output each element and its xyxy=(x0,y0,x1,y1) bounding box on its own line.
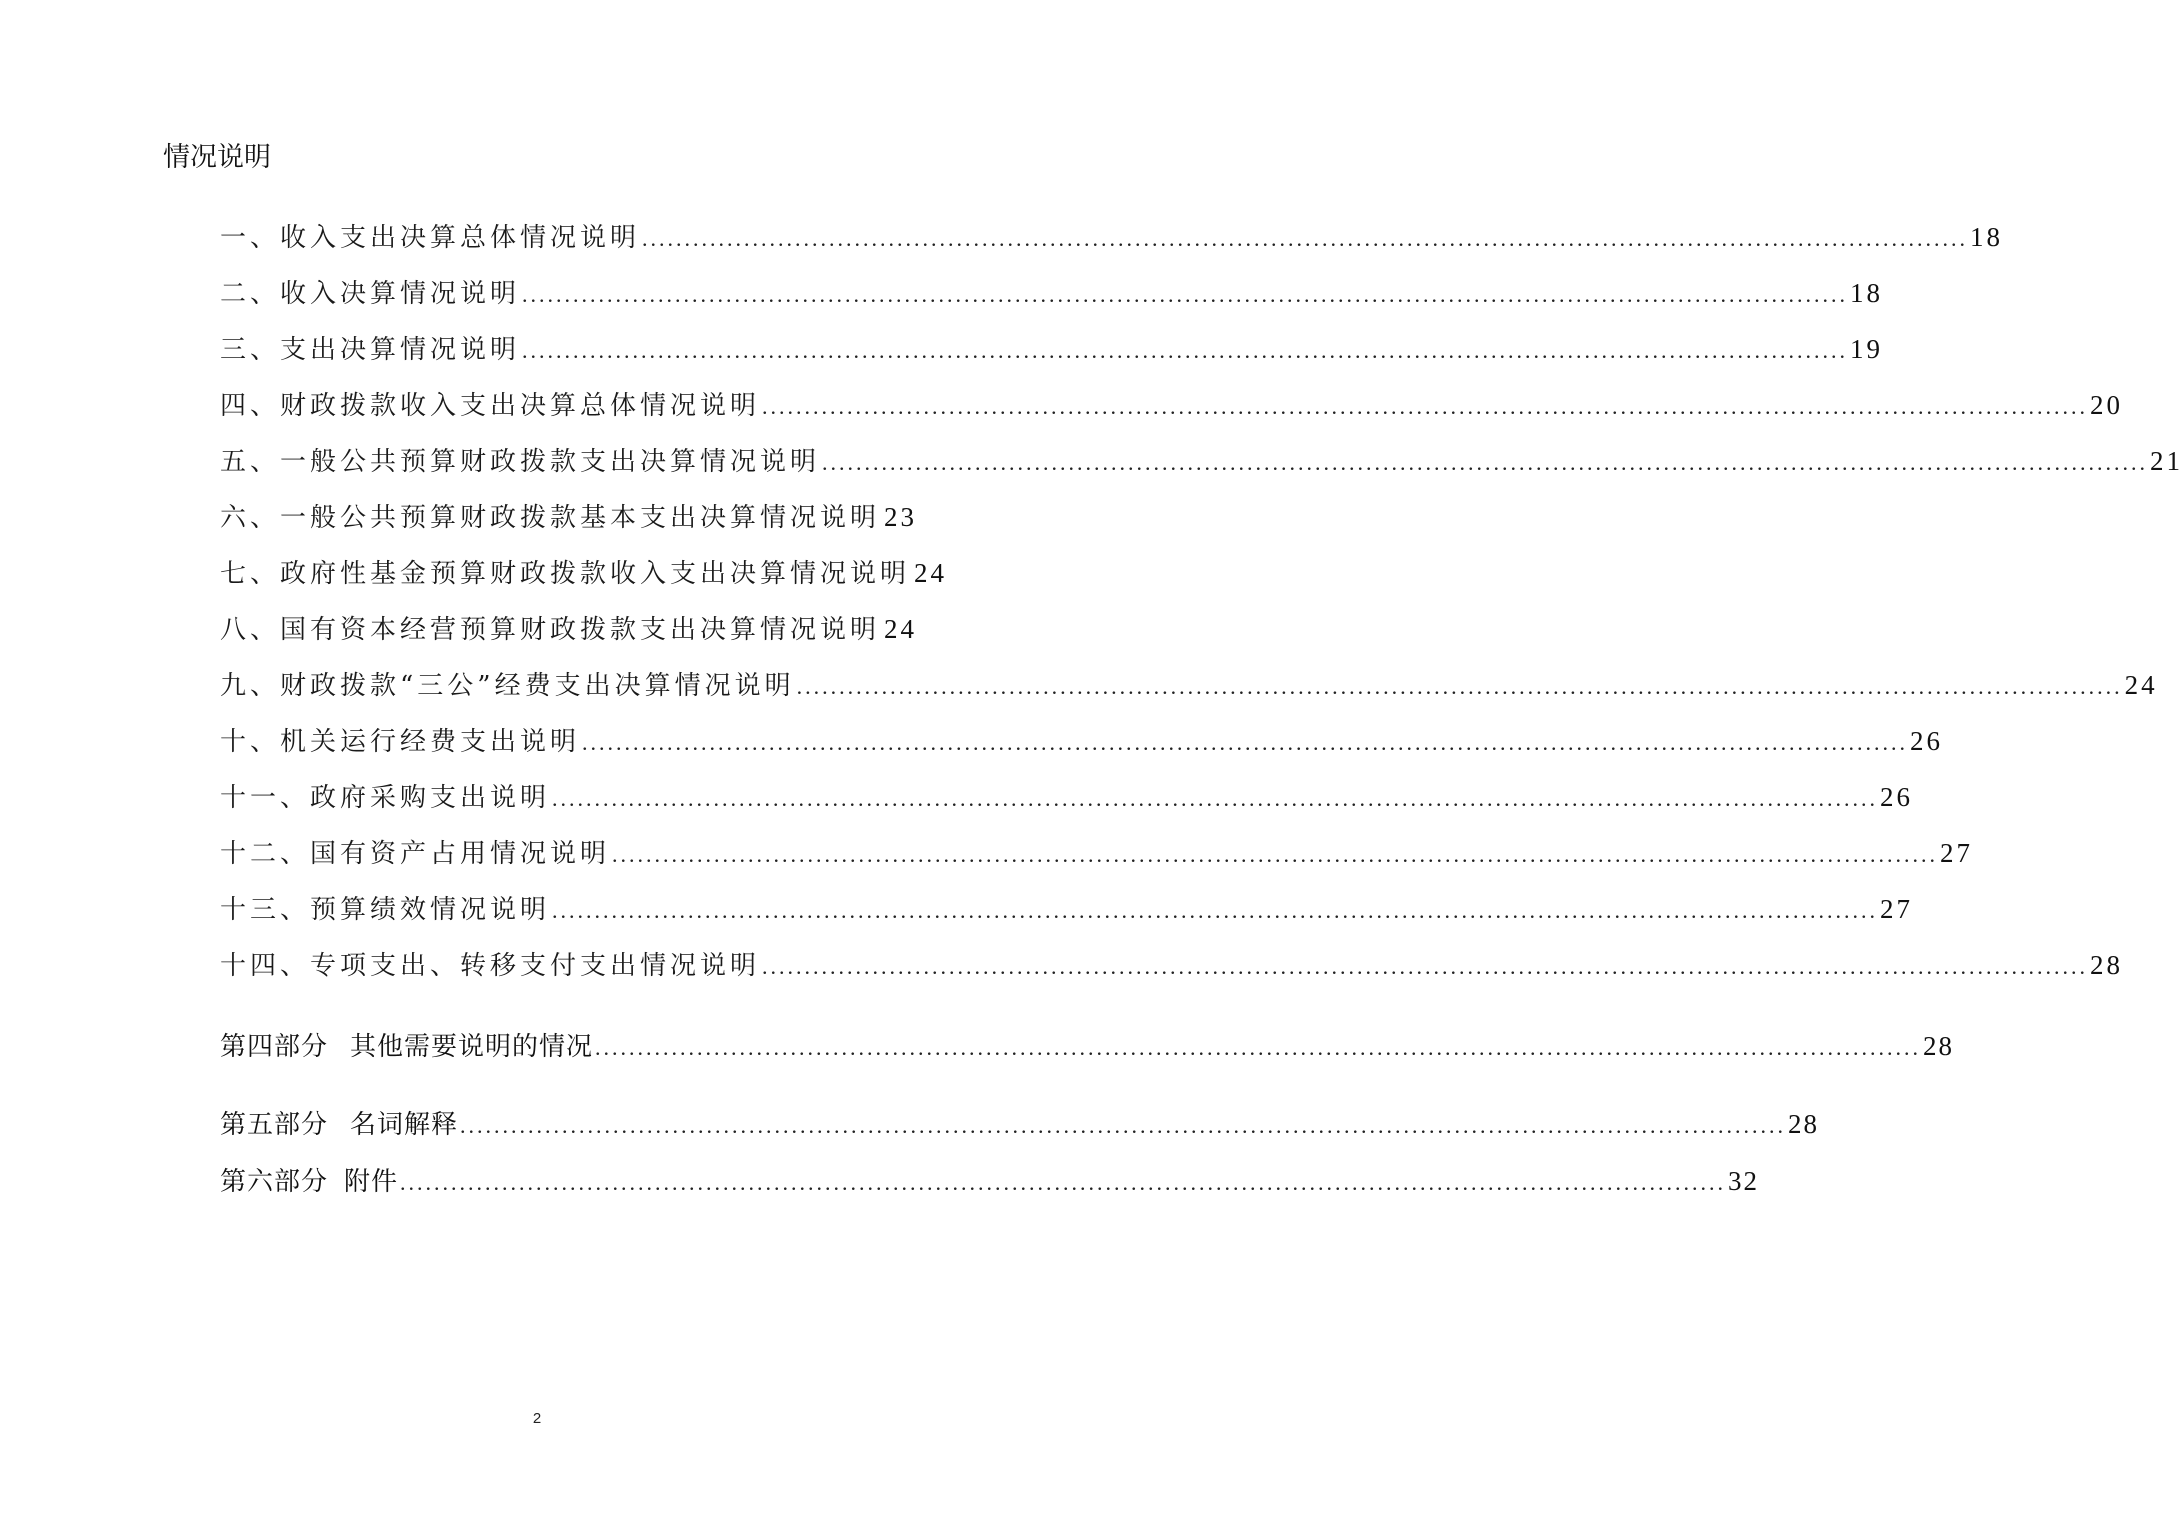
toc-leader-dots xyxy=(762,387,2088,427)
toc-entry-page: 24 xyxy=(914,558,948,588)
toc-leader-dots xyxy=(822,443,2148,483)
toc-entry[interactable] xyxy=(220,385,2124,425)
toc-entry-page: 27 xyxy=(1880,894,1914,924)
toc-part-name: 其他需要说明的情况 xyxy=(350,1032,594,1062)
toc-entry-page: 26 xyxy=(1880,782,1914,812)
toc-entry-title: 十、机关运行经费支出说明 xyxy=(220,727,581,757)
toc-entry-title: 三、支出决算情况说明 xyxy=(220,335,521,365)
toc-entry-title: 八、国有资本经营预算财政拨款支出决算情况说明 xyxy=(220,615,881,645)
toc-entry[interactable] xyxy=(220,721,1944,761)
toc-part-title xyxy=(220,1027,593,1067)
toc-leader-dots xyxy=(460,1106,1786,1146)
toc-entry-page: 18 xyxy=(1970,222,2004,252)
toc-entry-page: 23 xyxy=(884,502,918,532)
toc-entry-page: 19 xyxy=(1850,334,1884,364)
toc-part-label: 第五部分 xyxy=(220,1110,329,1140)
toc-entry-title: 二、收入决算情况说明 xyxy=(220,279,521,309)
toc-leader-dots xyxy=(582,723,1908,763)
toc-entry[interactable] xyxy=(220,217,2004,257)
toc-leader-dots xyxy=(612,835,1938,875)
toc-part-name: 名词解释 xyxy=(350,1110,459,1140)
toc-part-entry[interactable] xyxy=(220,1026,1955,1066)
toc-part-label: 第四部分 xyxy=(220,1032,329,1062)
toc-leader-dots xyxy=(552,779,1878,819)
page-number: 2 xyxy=(532,1410,542,1427)
toc-entry[interactable] xyxy=(220,889,1914,929)
toc-entry-title: 十三、预算绩效情况说明 xyxy=(220,895,551,925)
toc-part-page: 28 xyxy=(1923,1031,1955,1061)
toc-leader-dots xyxy=(762,947,2088,987)
toc-leader-dots xyxy=(595,1028,1921,1068)
toc-entry-page: 28 xyxy=(2090,950,2124,980)
toc-entry[interactable] xyxy=(220,553,948,593)
toc-leader-dots xyxy=(522,275,1848,315)
toc-entry[interactable] xyxy=(220,777,1914,817)
toc-entry[interactable] xyxy=(220,497,918,537)
toc-part-page: 32 xyxy=(1728,1166,1760,1196)
toc-entry-page: 20 xyxy=(2090,390,2124,420)
toc-entry-title: 六、一般公共预算财政拨款基本支出决算情况说明 xyxy=(220,503,881,533)
toc-leader-dots xyxy=(400,1163,1726,1203)
toc-entry-title: 九、财政拨款“三公”经费支出决算情况说明 xyxy=(220,671,795,701)
toc-entry-title: 七、政府性基金预算财政拨款收入支出决算情况说明 xyxy=(220,559,911,589)
toc-entry-title: 十一、政府采购支出说明 xyxy=(220,783,551,813)
toc-part-label: 第六部分 xyxy=(220,1167,329,1197)
section-heading: 情况说明 xyxy=(163,142,271,173)
toc-entry[interactable] xyxy=(220,441,2183,481)
toc-entry[interactable] xyxy=(220,329,1884,369)
toc-entry-page: 21 xyxy=(2150,446,2183,476)
toc-entry[interactable] xyxy=(220,609,918,649)
toc-part-name: 附件 xyxy=(344,1167,399,1197)
toc-leader-dots xyxy=(797,667,2123,707)
toc-entry-title: 十四、专项支出、转移支付支出情况说明 xyxy=(220,951,761,981)
toc-leader-dots xyxy=(522,331,1848,371)
toc-entry-title: 十二、国有资产占用情况说明 xyxy=(220,839,611,869)
toc-leader-dots xyxy=(642,219,1968,259)
toc-entry-page: 24 xyxy=(884,614,918,644)
toc-entry-page: 26 xyxy=(1910,726,1944,756)
toc-leader-dots xyxy=(552,891,1878,931)
toc-entry[interactable] xyxy=(220,945,2124,985)
toc-entry-page: 27 xyxy=(1940,838,1974,868)
toc-part-entry[interactable] xyxy=(220,1161,1760,1201)
toc-entry-title: 五、一般公共预算财政拨款支出决算情况说明 xyxy=(220,447,821,477)
toc-part-title xyxy=(220,1105,458,1145)
toc-entry[interactable] xyxy=(220,665,2158,705)
toc-entry[interactable] xyxy=(220,833,1974,873)
toc-part-title xyxy=(220,1162,398,1202)
toc-entry-page: 24 xyxy=(2124,670,2158,700)
toc-entry-title: 一、收入支出决算总体情况说明 xyxy=(220,223,641,253)
toc-part-page: 28 xyxy=(1788,1109,1820,1139)
toc-entry-title: 四、财政拨款收入支出决算总体情况说明 xyxy=(220,391,761,421)
toc-part-entry[interactable] xyxy=(220,1104,1820,1144)
toc-entry-page: 18 xyxy=(1850,278,1884,308)
toc-entry[interactable] xyxy=(220,273,1884,313)
